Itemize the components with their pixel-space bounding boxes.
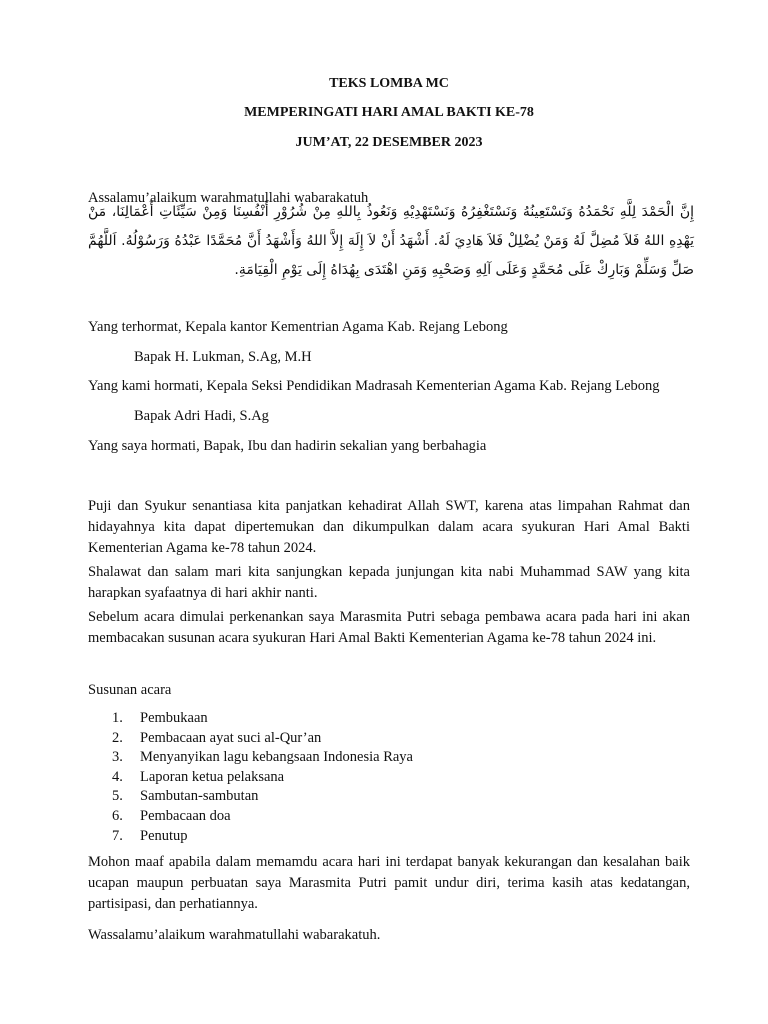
list-item: 6. Pembacaan doa — [112, 807, 231, 824]
body-paragraph: Puji dan Syukur senantiasa kita panjatkan kehadirat Allah SWT, karena atas limpahan Rahmat dan hidayahnya kita dapat dipertemukan dan dikumpulkan dalam acara syukuran Hari Amal Bakti Kementerian Agama ke-78 tahun 2024. — [88, 498, 690, 556]
list-item: 3. Menyanyikan lagu kebangsaan Indonesia Raya — [112, 749, 413, 766]
list-item: 5. Sambutan-sambutan — [112, 788, 259, 805]
document-date: JUM’AT, 22 DESEMBER 2023 — [295, 135, 483, 150]
list-item: 4. Laporan ketua pelaksana — [112, 768, 285, 785]
list-item: 7. Penutup — [112, 827, 188, 844]
document-subtitle: MEMPERINGATI HARI AMAL BAKTI KE-78 — [244, 105, 534, 120]
closing-greeting: Wassalamu’alaikum warahmatullahi wabarakatuh. — [88, 927, 381, 943]
salutation-line: Yang saya hormati, Bapak, Ibu dan hadirin sekalian yang berbahagia — [88, 438, 487, 454]
list-item: 1. Pembukaan — [112, 710, 208, 726]
salutation-name: Bapak H. Lukman, S.Ag, M.H — [134, 349, 312, 365]
agenda-heading: Susunan acara — [88, 682, 172, 698]
salutation-name: Bapak Adri Hadi, S.Ag — [134, 408, 269, 424]
salutation-line: Yang kami hormati, Kepala Seksi Pendidikan Madrasah Kementerian Agama Kab. Rejang Lebong — [88, 378, 660, 394]
body-paragraph: Shalawat dan salam mari kita sanjungkan kepada junjungan kita nabi Muhammad SAW yang kita harapkan syafaatnya di hari akhir nanti. — [88, 564, 690, 601]
salutation-line: Yang terhormat, Kepala kantor Kementrian Agama Kab. Rejang Lebong — [88, 319, 508, 335]
body-paragraph: Mohon maaf apabila dalam memamdu acara hari ini terdapat banyak kekurangan dan kesalahan baik ucapan maupun perbuatan saya Marasmita Putri pamit undur diri, terima kasih atas kedatangan, partisipasi, dan perhatiannya. — [88, 854, 690, 912]
list-item: 2. Pembacaan ayat suci al-Qur’an — [112, 729, 322, 746]
body-paragraph: Sebelum acara dimulai perkenankan saya Marasmita Putri sebaga pembawa acara pada hari ini akan membacakan susunan acara syukuran Hari Amal Bakti Kementerian Agama ke-78 tahun 2024 ini. — [88, 609, 690, 646]
agenda-list — [88, 709, 690, 846]
document-title: TEKS LOMBA MC — [329, 76, 449, 91]
opening-greeting: Assalamu’alaikum warahmatullahi wabarakatuh — [88, 190, 369, 206]
arabic-opening-prayer: إِنَّ الْحَمْدَ لِلَّهِ نَحْمَدُهُ وَنَسْتَعِينُهُ وَنَسْتَغْفِرُهُ وَنَسْتَهْدِيْهِ وَنَعُوذُ بِاللهِ مِنْ شُرُوْرِ أَنْفُسِنَا وَمِنْ سَيِّئَاتِ أَعْمَالِنَا، مَنْ يَهْدِهِ اللهُ فَلاَ مُضِلَّ لَهُ وَمَنْ يُضْلِلْ فَلاَ هَادِيَ لَهُ. أَشْهَدُ أَنْ لاَ إِلَهَ إِلاَّ اللهُ وَأَشْهَدُ أَنَّ مُحَمَّدًا عَبْدُهُ وَرَسُوْلُهُ. اَللَّهُمَّ صَلِّ وَسَلِّمْ وَبَارِكْ عَلَى مُحَمَّدٍ وَعَلَى آلِهِ وَصَحْبِهِ وَمَنِ اهْتَدَى بِهُدَاهُ إِلَى يَوْمِ الْقِيَامَةِ. — [88, 204, 694, 278]
